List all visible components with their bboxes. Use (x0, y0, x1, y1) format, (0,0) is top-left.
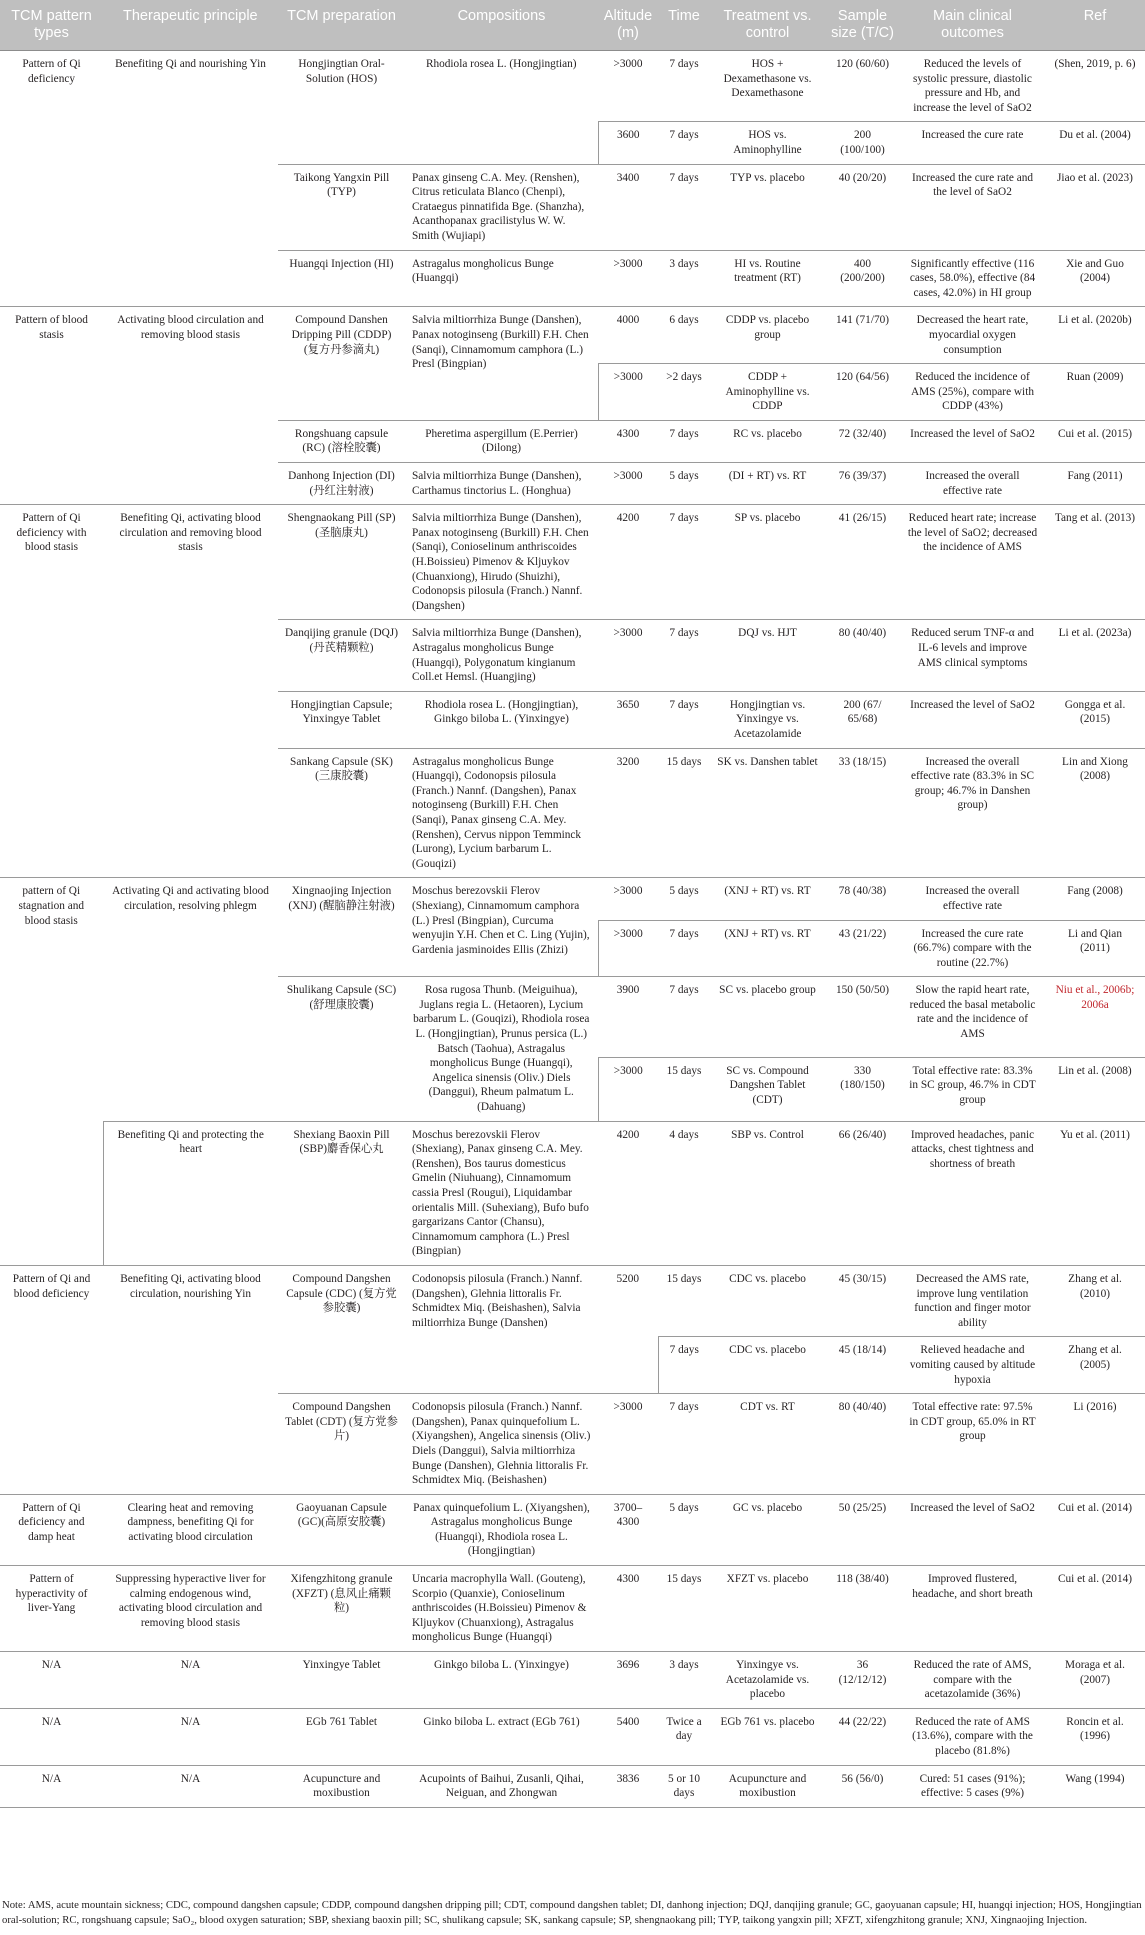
cell-time: 15 days (658, 1265, 710, 1336)
header-row (0, 0, 1145, 51)
cell-time: 15 days (658, 1057, 710, 1121)
cell-outcomes: Reduced the incidence of AMS (25%), compare with CDDP (43%) (900, 364, 1045, 421)
cell-treatment: CDDP + Aminophylline vs. CDDP (710, 364, 825, 421)
cell-ref: Yu et al. (2011) (1045, 1121, 1145, 1265)
cell-preparation: Compound Dangshen Tablet (CDT) (复方党参片) (278, 1394, 405, 1495)
cell-type: Pattern of Qi deficiency with blood stasis (0, 505, 103, 878)
cell-compositions: Acupoints of Baihui, Zusanli, Qihai, Neiguan, and Zhongwan (405, 1765, 598, 1807)
cell-outcomes: Slow the rapid heart rate, reduced the basal metabolic rate and the incidence of AMS (900, 977, 1045, 1057)
cell-time: 7 days (658, 920, 710, 977)
cell-outcomes: Total effective rate: 97.5% in CDT group, 65.0% in RT group (900, 1394, 1045, 1495)
cell-time: Twice a day (658, 1708, 710, 1765)
cell-sample: 118 (38/40) (825, 1566, 900, 1652)
cell-compositions: Salvia miltiorrhiza Bunge (Danshen), Panax notoginseng (Burkill) F.H. Chen (Sanqi), Cinnamomum camphora (L.) Presl (Bingpian) (405, 307, 598, 421)
cell-sample: 45 (30/15) (825, 1265, 900, 1336)
cell-type: pattern of Qi stagnation and blood stasis (0, 878, 103, 1266)
cell-altitude: >3000 (598, 878, 658, 920)
cell-time: 6 days (658, 307, 710, 364)
cell-outcomes: Decreased the AMS rate, improve lung ventilation function and finger motor ability (900, 1265, 1045, 1336)
cell-principle: Benefiting Qi and nourishing Yin (103, 51, 278, 307)
cell-ref: Lin and Xiong (2008) (1045, 748, 1145, 878)
cell-outcomes: Reduced the levels of systolic pressure, diastolic pressure and Hb, and increase the level of SaO2 (900, 51, 1045, 122)
cell-altitude: >3000 (598, 364, 658, 421)
cell-sample: 200 (100/100) (825, 122, 900, 164)
cell-time: >2 days (658, 364, 710, 421)
table-row (0, 1566, 1145, 1652)
cell-treatment: DQJ vs. HJT (710, 620, 825, 691)
cell-outcomes: Increased the level of SaO2 (900, 1494, 1045, 1565)
cell-ref: Zhang et al. (2005) (1045, 1337, 1145, 1394)
cell-altitude: 4200 (598, 505, 658, 620)
cell-ref: Lin et al. (2008) (1045, 1057, 1145, 1121)
cell-compositions: Salvia miltiorrhiza Bunge (Danshen), Astragalus mongholicus Bunge (Huangqi), Polygonatum kingianum Coll.et Hemsl. (Huangjing) (405, 620, 598, 691)
header-treatment: Treatment vs. control (710, 0, 825, 51)
cell-ref: Du et al. (2004) (1045, 122, 1145, 164)
cell-compositions: Salvia miltiorrhiza Bunge (Danshen), Panax notoginseng (Burkill) F.H. Chen (Sanqi), Conioselinum anthriscoides (H.Boissieu) Pimenov & Kljuykov (Chuanxiong), Hirudo (Shuizhi), Codonopsis pilosula (Franch.) Nannf. (Dangshen) (405, 505, 598, 620)
cell-treatment: SC vs. Compound Dangshen Tablet (CDT) (710, 1057, 825, 1121)
cell-altitude: >3000 (598, 463, 658, 505)
cell-altitude: 3700–4300 (598, 1494, 658, 1565)
cell-sample: 50 (25/25) (825, 1494, 900, 1565)
table-row (0, 1652, 1145, 1709)
cell-preparation: Hongjingtian Oral-Solution (HOS) (278, 51, 405, 165)
cell-compositions: Rhodiola rosea L. (Hongjingtian) (405, 51, 598, 165)
header-sample: Sample size (T/C) (825, 0, 900, 51)
cell-type: N/A (0, 1708, 103, 1765)
cell-compositions: Pheretima aspergillum (E.Perrier) (Dilong) (405, 420, 598, 462)
cell-preparation: Acupuncture and moxibustion (278, 1765, 405, 1807)
cell-ref: Wang (1994) (1045, 1765, 1145, 1807)
header-time: Time (658, 0, 710, 51)
cell-time: 7 days (658, 164, 710, 250)
table-row (0, 307, 1145, 364)
cell-altitude: >3000 (598, 1394, 658, 1495)
cell-ref: Cui et al. (2015) (1045, 420, 1145, 462)
cell-sample: 141 (71/70) (825, 307, 900, 364)
cell-principle: N/A (103, 1708, 278, 1765)
cell-outcomes: Cured: 51 cases (91%); effective: 5 cases (9%) (900, 1765, 1045, 1807)
cell-ref: Tang et al. (2013) (1045, 505, 1145, 620)
cell-time: 7 days (658, 977, 710, 1057)
cell-time: 15 days (658, 1566, 710, 1652)
cell-outcomes: Increased the overall effective rate (900, 878, 1045, 920)
cell-time: 5 days (658, 878, 710, 920)
cell-type: Pattern of Qi deficiency (0, 51, 103, 307)
cell-compositions: Astragalus mongholicus Bunge (Huangqi) (405, 250, 598, 307)
cell-treatment: Hongjingtian vs. Yinxingye vs. Acetazolamide (710, 691, 825, 748)
cell-treatment: GC vs. placebo (710, 1494, 825, 1565)
cell-type: N/A (0, 1652, 103, 1709)
table-row (0, 878, 1145, 920)
cell-compositions: Codonopsis pilosula (Franch.) Nannf. (Dangshen), Panax quinquefolium L. (Xiyangshen), Angelica sinensis (Oliv.) Diels (Danggui), Salvia miltiorrhiza Bunge (Danshen), Glehnia littoralis Fr. Schmidtex Miq. (Beishashen) (405, 1394, 598, 1495)
cell-sample: 40 (20/20) (825, 164, 900, 250)
cell-outcomes: Increased the cure rate and the level of SaO2 (900, 164, 1045, 250)
cell-preparation: Compound Danshen Dripping Pill (CDDP) (复方丹参滴丸) (278, 307, 405, 421)
cell-treatment: (XNJ + RT) vs. RT (710, 878, 825, 920)
cell-altitude: >3000 (598, 1057, 658, 1121)
cell-altitude: 3836 (598, 1765, 658, 1807)
cell-treatment: HOS vs. Aminophylline (710, 122, 825, 164)
cell-principle: N/A (103, 1765, 278, 1807)
cell-altitude: >3000 (598, 51, 658, 122)
cell-compositions: Rhodiola rosea L. (Hongjingtian), Ginkgo biloba L. (Yinxingye) (405, 691, 598, 748)
cell-sample: 330 (180/150) (825, 1057, 900, 1121)
cell-preparation: Danhong Injection (DI) (丹红注射液) (278, 463, 405, 505)
cell-ref-link[interactable]: Niu et al., 2006b; 2006a (1045, 977, 1145, 1057)
cell-ref: Li et al. (2020b) (1045, 307, 1145, 364)
cell-time: 7 days (658, 620, 710, 691)
cell-altitude: 3900 (598, 977, 658, 1057)
cell-preparation: Compound Dangshen Capsule (CDC) (复方党参胶囊) (278, 1265, 405, 1393)
cell-sample: 76 (39/37) (825, 463, 900, 505)
cell-treatment: XFZT vs. placebo (710, 1566, 825, 1652)
cell-altitude: 4000 (598, 307, 658, 364)
cell-time: 4 days (658, 1121, 710, 1265)
cell-outcomes: Reduced the rate of AMS (13.6%), compare with the placebo (81.8%) (900, 1708, 1045, 1765)
cell-preparation: Huangqi Injection (HI) (278, 250, 405, 307)
cell-sample: 33 (18/15) (825, 748, 900, 878)
cell-treatment: CDC vs. placebo (710, 1337, 825, 1394)
cell-preparation: Sankang Capsule (SK) (三康胶囊) (278, 748, 405, 878)
cell-principle: Benefiting Qi, activating blood circulation, nourishing Yin (103, 1265, 278, 1494)
cell-principle: Benefiting Qi, activating blood circulation and removing blood stasis (103, 505, 278, 878)
cell-treatment: CDC vs. placebo (710, 1265, 825, 1336)
cell-treatment: RC vs. placebo (710, 420, 825, 462)
cell-outcomes: Total effective rate: 83.3% in SC group, 46.7% in CDT group (900, 1057, 1045, 1121)
header-principle: Therapeutic principle (103, 0, 278, 51)
cell-compositions: Uncaria macrophylla Wall. (Gouteng), Scorpio (Quanxie), Conioselinum anthriscoides (H.Boissieu) Pimenov & Kljuykov (Chuanxiong), Astragalus mongholicus Bunge (Huangqi) (405, 1566, 598, 1652)
cell-outcomes: Reduced the rate of AMS, compare with the acetazolamide (36%) (900, 1652, 1045, 1709)
cell-treatment: TYP vs. placebo (710, 164, 825, 250)
cell-preparation: EGb 761 Tablet (278, 1708, 405, 1765)
cell-treatment: EGb 761 vs. placebo (710, 1708, 825, 1765)
cell-treatment: CDT vs. RT (710, 1394, 825, 1495)
cell-outcomes: Increased the overall effective rate (83.3% in SC group; 46.7% in Danshen group) (900, 748, 1045, 878)
cell-sample: 44 (22/22) (825, 1708, 900, 1765)
cell-type: N/A (0, 1765, 103, 1807)
cell-time: 15 days (658, 748, 710, 878)
cell-outcomes: Reduced heart rate; increase the level of SaO2; decreased the incidence of AMS (900, 505, 1045, 620)
cell-ref: Cui et al. (2014) (1045, 1494, 1145, 1565)
cell-sample: 72 (32/40) (825, 420, 900, 462)
cell-altitude: 5400 (598, 1708, 658, 1765)
cell-outcomes: Improved flustered, headache, and short breath (900, 1566, 1045, 1652)
cell-preparation: Hongjingtian Capsule; Yinxingye Tablet (278, 691, 405, 748)
cell-compositions: Panax quinquefolium L. (Xiyangshen), Astragalus mongholicus Bunge (Huangqi), Rhodiola rosea L. (Hongjingtian) (405, 1494, 598, 1565)
table-footnote: Note: AMS, acute mountain sickness; CDC, compound dangshen capsule; CDDP, compound dangshen dripping pill; CDT, compound dangshen tablet; DI, danhong injection; DQJ, danqijing granule; GC, gaoyuanan capsule; HI, huangqi injection; HOS, Hongjingtian oral-solution; RC, rongshuang capsule; SaO₂, blood oxygen saturation; SBP, shexiang baoxin pill; SC, shulikang capsule; SK, sankang capsule; SP, shengnaokang pill; TYP, taikong yangxin pill; XFZT, xifengzhitong granule; XNJ, Xingnaojing Injection. (2, 1899, 1142, 1926)
cell-sample: 66 (26/40) (825, 1121, 900, 1265)
cell-preparation: Shexiang Baoxin Pill (SBP)麝香保心丸 (278, 1121, 405, 1265)
cell-principle: Benefiting Qi and protecting the heart (103, 1121, 278, 1265)
cell-sample: 120 (60/60) (825, 51, 900, 122)
cell-outcomes: Increased the cure rate (66.7%) compare with the routine (22.7%) (900, 920, 1045, 977)
cell-preparation: Xingnaojing Injection (XNJ) (醒脑静注射液) (278, 878, 405, 977)
cell-preparation: Xifengzhitong granule (XFZT) (息风止痛颗粒) (278, 1566, 405, 1652)
cell-principle: Suppressing hyperactive liver for calming endogenous wind, activating blood circulation and removing blood stasis (103, 1566, 278, 1652)
cell-ref: Ruan (2009) (1045, 364, 1145, 421)
cell-preparation: Rongshuang capsule (RC) (溶栓胶囊) (278, 420, 405, 462)
cell-outcomes: Increased the level of SaO2 (900, 691, 1045, 748)
cell-outcomes: Increased the overall effective rate (900, 463, 1045, 505)
cell-preparation: Gaoyuanan Capsule (GC)(高原安胶囊) (278, 1494, 405, 1565)
cell-altitude: 5200 (598, 1265, 658, 1393)
cell-ref: Zhang et al. (2010) (1045, 1265, 1145, 1336)
cell-treatment: SP vs. placebo (710, 505, 825, 620)
cell-sample: 150 (50/50) (825, 977, 900, 1057)
cell-principle: N/A (103, 1652, 278, 1709)
cell-treatment: SK vs. Danshen tablet (710, 748, 825, 878)
cell-ref: (Shen, 2019, p. 6) (1045, 51, 1145, 122)
cell-treatment: (DI + RT) vs. RT (710, 463, 825, 505)
cell-altitude: >3000 (598, 250, 658, 307)
cell-time: 7 days (658, 420, 710, 462)
table-row (0, 505, 1145, 620)
table-row (0, 1494, 1145, 1565)
cell-ref: Li (2016) (1045, 1394, 1145, 1495)
cell-sample: 56 (56/0) (825, 1765, 900, 1807)
cell-time: 3 days (658, 250, 710, 307)
cell-preparation: Taikong Yangxin Pill (TYP) (278, 164, 405, 250)
cell-principle: Clearing heat and removing dampness, benefiting Qi for activating blood circulation (103, 1494, 278, 1565)
cell-outcomes: Relieved headache and vomiting caused by altitude hypoxia (900, 1337, 1045, 1394)
cell-ref: Moraga et al. (2007) (1045, 1652, 1145, 1709)
cell-ref: Li et al. (2023a) (1045, 620, 1145, 691)
cell-principle: Activating Qi and activating blood circulation, resolving phlegm (103, 878, 278, 1121)
cell-compositions: Rosa rugosa Thunb. (Meiguihua), Juglans regia L. (Hetaoren), Lycium barbarum L. (Gouqizi), Rhodiola rosea L. (Hongjingtian), Prunus persica (L.) Batsch (Taohua), Astragalus mongholicus Bunge (Huangqi), Angelica sinensis (Oliv.) Diels (Danggui), Rheum palmatum L. (Dahuang) (405, 977, 598, 1121)
cell-ref: Fang (2011) (1045, 463, 1145, 505)
header-compositions: Compositions (405, 0, 598, 51)
cell-sample: 78 (40/38) (825, 878, 900, 920)
cell-sample: 120 (64/56) (825, 364, 900, 421)
cell-compositions: Astragalus mongholicus Bunge (Huangqi), Codonopsis pilosula (Franch.) Nannf. (Dangshen), Panax notoginseng (Burkill) F.H. Chen (Sanqi), Panax ginseng C.A. Mey. (Renshen), Cervus nippon Temminck (Lurong), Lycium barbarum L. (Gouqizi) (405, 748, 598, 878)
cell-sample: 43 (21/22) (825, 920, 900, 977)
cell-treatment: HOS + Dexamethasone vs. Dexamethasone (710, 51, 825, 122)
header-altitude: Altitude (m) (598, 0, 658, 51)
cell-compositions: Salvia miltiorrhiza Bunge (Danshen), Carthamus tinctorius L. (Honghua) (405, 463, 598, 505)
cell-preparation: Shulikang Capsule (SC) (舒理康胶囊) (278, 977, 405, 1121)
cell-time: 7 days (658, 1337, 710, 1394)
cell-time: 5 or 10 days (658, 1765, 710, 1807)
cell-time: 5 days (658, 463, 710, 505)
cell-compositions: Moschus berezovskii Flerov (Shexiang), Cinnamomum camphora (L.) Presl (Bingpian), Curcuma wenyujin Y.H. Chen et C. Ling (Yujin), Gardenia jasminoides Ellis (Zhizi) (405, 878, 598, 977)
cell-time: 7 days (658, 505, 710, 620)
cell-ref: Xie and Guo (2004) (1045, 250, 1145, 307)
cell-outcomes: Decreased the heart rate, myocardial oxygen consumption (900, 307, 1045, 364)
cell-type: Pattern of hyperactivity of liver-Yang (0, 1566, 103, 1652)
table-row (0, 1265, 1145, 1336)
cell-time: 7 days (658, 51, 710, 122)
cell-preparation: Yinxingye Tablet (278, 1652, 405, 1709)
cell-outcomes: Significantly effective (116 cases, 58.0%), effective (84 cases, 42.0%) in HI group (900, 250, 1045, 307)
cell-sample: 36 (12/12/12) (825, 1652, 900, 1709)
cell-treatment: (XNJ + RT) vs. RT (710, 920, 825, 977)
cell-altitude: 3650 (598, 691, 658, 748)
cell-time: 7 days (658, 691, 710, 748)
cell-ref: Cui et al. (2014) (1045, 1566, 1145, 1652)
cell-compositions: Panax ginseng C.A. Mey. (Renshen), Citrus reticulata Blanco (Chenpi), Crataegus pinnatifida Bge. (Shanzha), Acanthopanax gracilistylus W. W. Smith (Wujiapi) (405, 164, 598, 250)
cell-altitude: 3600 (598, 122, 658, 164)
cell-compositions: Moschus berezovskii Flerov (Shexiang), Panax ginseng C.A. Mey. (Renshen), Bos taurus domesticus Gmelin (Niuhuang), Cinnamomum cassia Presl (Rougui), Liquidambar orientalis Mill. (Suhexiang), Bufo bufo gargarizans Cantor (Chansu), Cinnamomum camphora (L.) Presl (Bingpian) (405, 1121, 598, 1265)
cell-treatment: Yinxingye vs. Acetazolamide vs. placebo (710, 1652, 825, 1709)
table-row (0, 1121, 1145, 1265)
cell-sample: 80 (40/40) (825, 620, 900, 691)
cell-ref: Gongga et al. (2015) (1045, 691, 1145, 748)
cell-type: Pattern of Qi deficiency and damp heat (0, 1494, 103, 1565)
cell-sample: 200 (67/ 65/68) (825, 691, 900, 748)
cell-altitude: 3200 (598, 748, 658, 878)
cell-type: Pattern of Qi and blood deficiency (0, 1265, 103, 1494)
cell-treatment: SC vs. placebo group (710, 977, 825, 1057)
cell-time: 7 days (658, 122, 710, 164)
cell-ref: Jiao et al. (2023) (1045, 164, 1145, 250)
cell-treatment: SBP vs. Control (710, 1121, 825, 1265)
cell-altitude: >3000 (598, 620, 658, 691)
cell-altitude: 4300 (598, 420, 658, 462)
cell-compositions: Ginkgo biloba L. (Yinxingye) (405, 1652, 598, 1709)
cell-sample: 41 (26/15) (825, 505, 900, 620)
header-type: TCM pattern types (0, 0, 103, 51)
cell-altitude: 3696 (598, 1652, 658, 1709)
cell-sample: 400 (200/200) (825, 250, 900, 307)
cell-ref: Fang (2008) (1045, 878, 1145, 920)
cell-sample: 45 (18/14) (825, 1337, 900, 1394)
table-row (0, 51, 1145, 122)
cell-altitude: 4300 (598, 1566, 658, 1652)
cell-type: Pattern of blood stasis (0, 307, 103, 505)
header-preparation: TCM preparation (278, 0, 405, 51)
cell-compositions: Codonopsis pilosula (Franch.) Nannf. (Dangshen), Glehnia littoralis Fr. Schmidtex Miq. (Beishashen), Salvia miltiorrhiza Bunge (Danshen) (405, 1265, 598, 1393)
cell-outcomes: Increased the cure rate (900, 122, 1045, 164)
header-outcomes: Main clinical outcomes (900, 0, 1045, 51)
cell-outcomes: Increased the level of SaO2 (900, 420, 1045, 462)
cell-treatment: HI vs. Routine treatment (RT) (710, 250, 825, 307)
cell-time: 3 days (658, 1652, 710, 1709)
cell-treatment: Acupuncture and moxibustion (710, 1765, 825, 1807)
cell-time: 5 days (658, 1494, 710, 1565)
cell-altitude: 4200 (598, 1121, 658, 1265)
cell-principle: Activating blood circulation and removing blood stasis (103, 307, 278, 505)
table-row (0, 1708, 1145, 1765)
cell-sample: 80 (40/40) (825, 1394, 900, 1495)
cell-altitude: 3400 (598, 164, 658, 250)
cell-outcomes: Improved headaches, panic attacks, chest tightness and shortness of breath (900, 1121, 1045, 1265)
header-ref: Ref (1045, 0, 1145, 51)
cell-preparation: Danqijing granule (DQJ) (丹芪精颗粒) (278, 620, 405, 691)
cell-ref: Li and Qian (2011) (1045, 920, 1145, 977)
cell-altitude: >3000 (598, 920, 658, 977)
cell-preparation: Shengnaokang Pill (SP) (圣脑康丸) (278, 505, 405, 620)
cell-compositions: Ginko biloba L. extract (EGb 761) (405, 1708, 598, 1765)
cell-outcomes: Reduced serum TNF-α and IL-6 levels and improve AMS clinical symptoms (900, 620, 1045, 691)
table-row (0, 1765, 1145, 1807)
cell-time: 7 days (658, 1394, 710, 1495)
cell-ref: Roncin et al. (1996) (1045, 1708, 1145, 1765)
cell-treatment: CDDP vs. placebo group (710, 307, 825, 364)
